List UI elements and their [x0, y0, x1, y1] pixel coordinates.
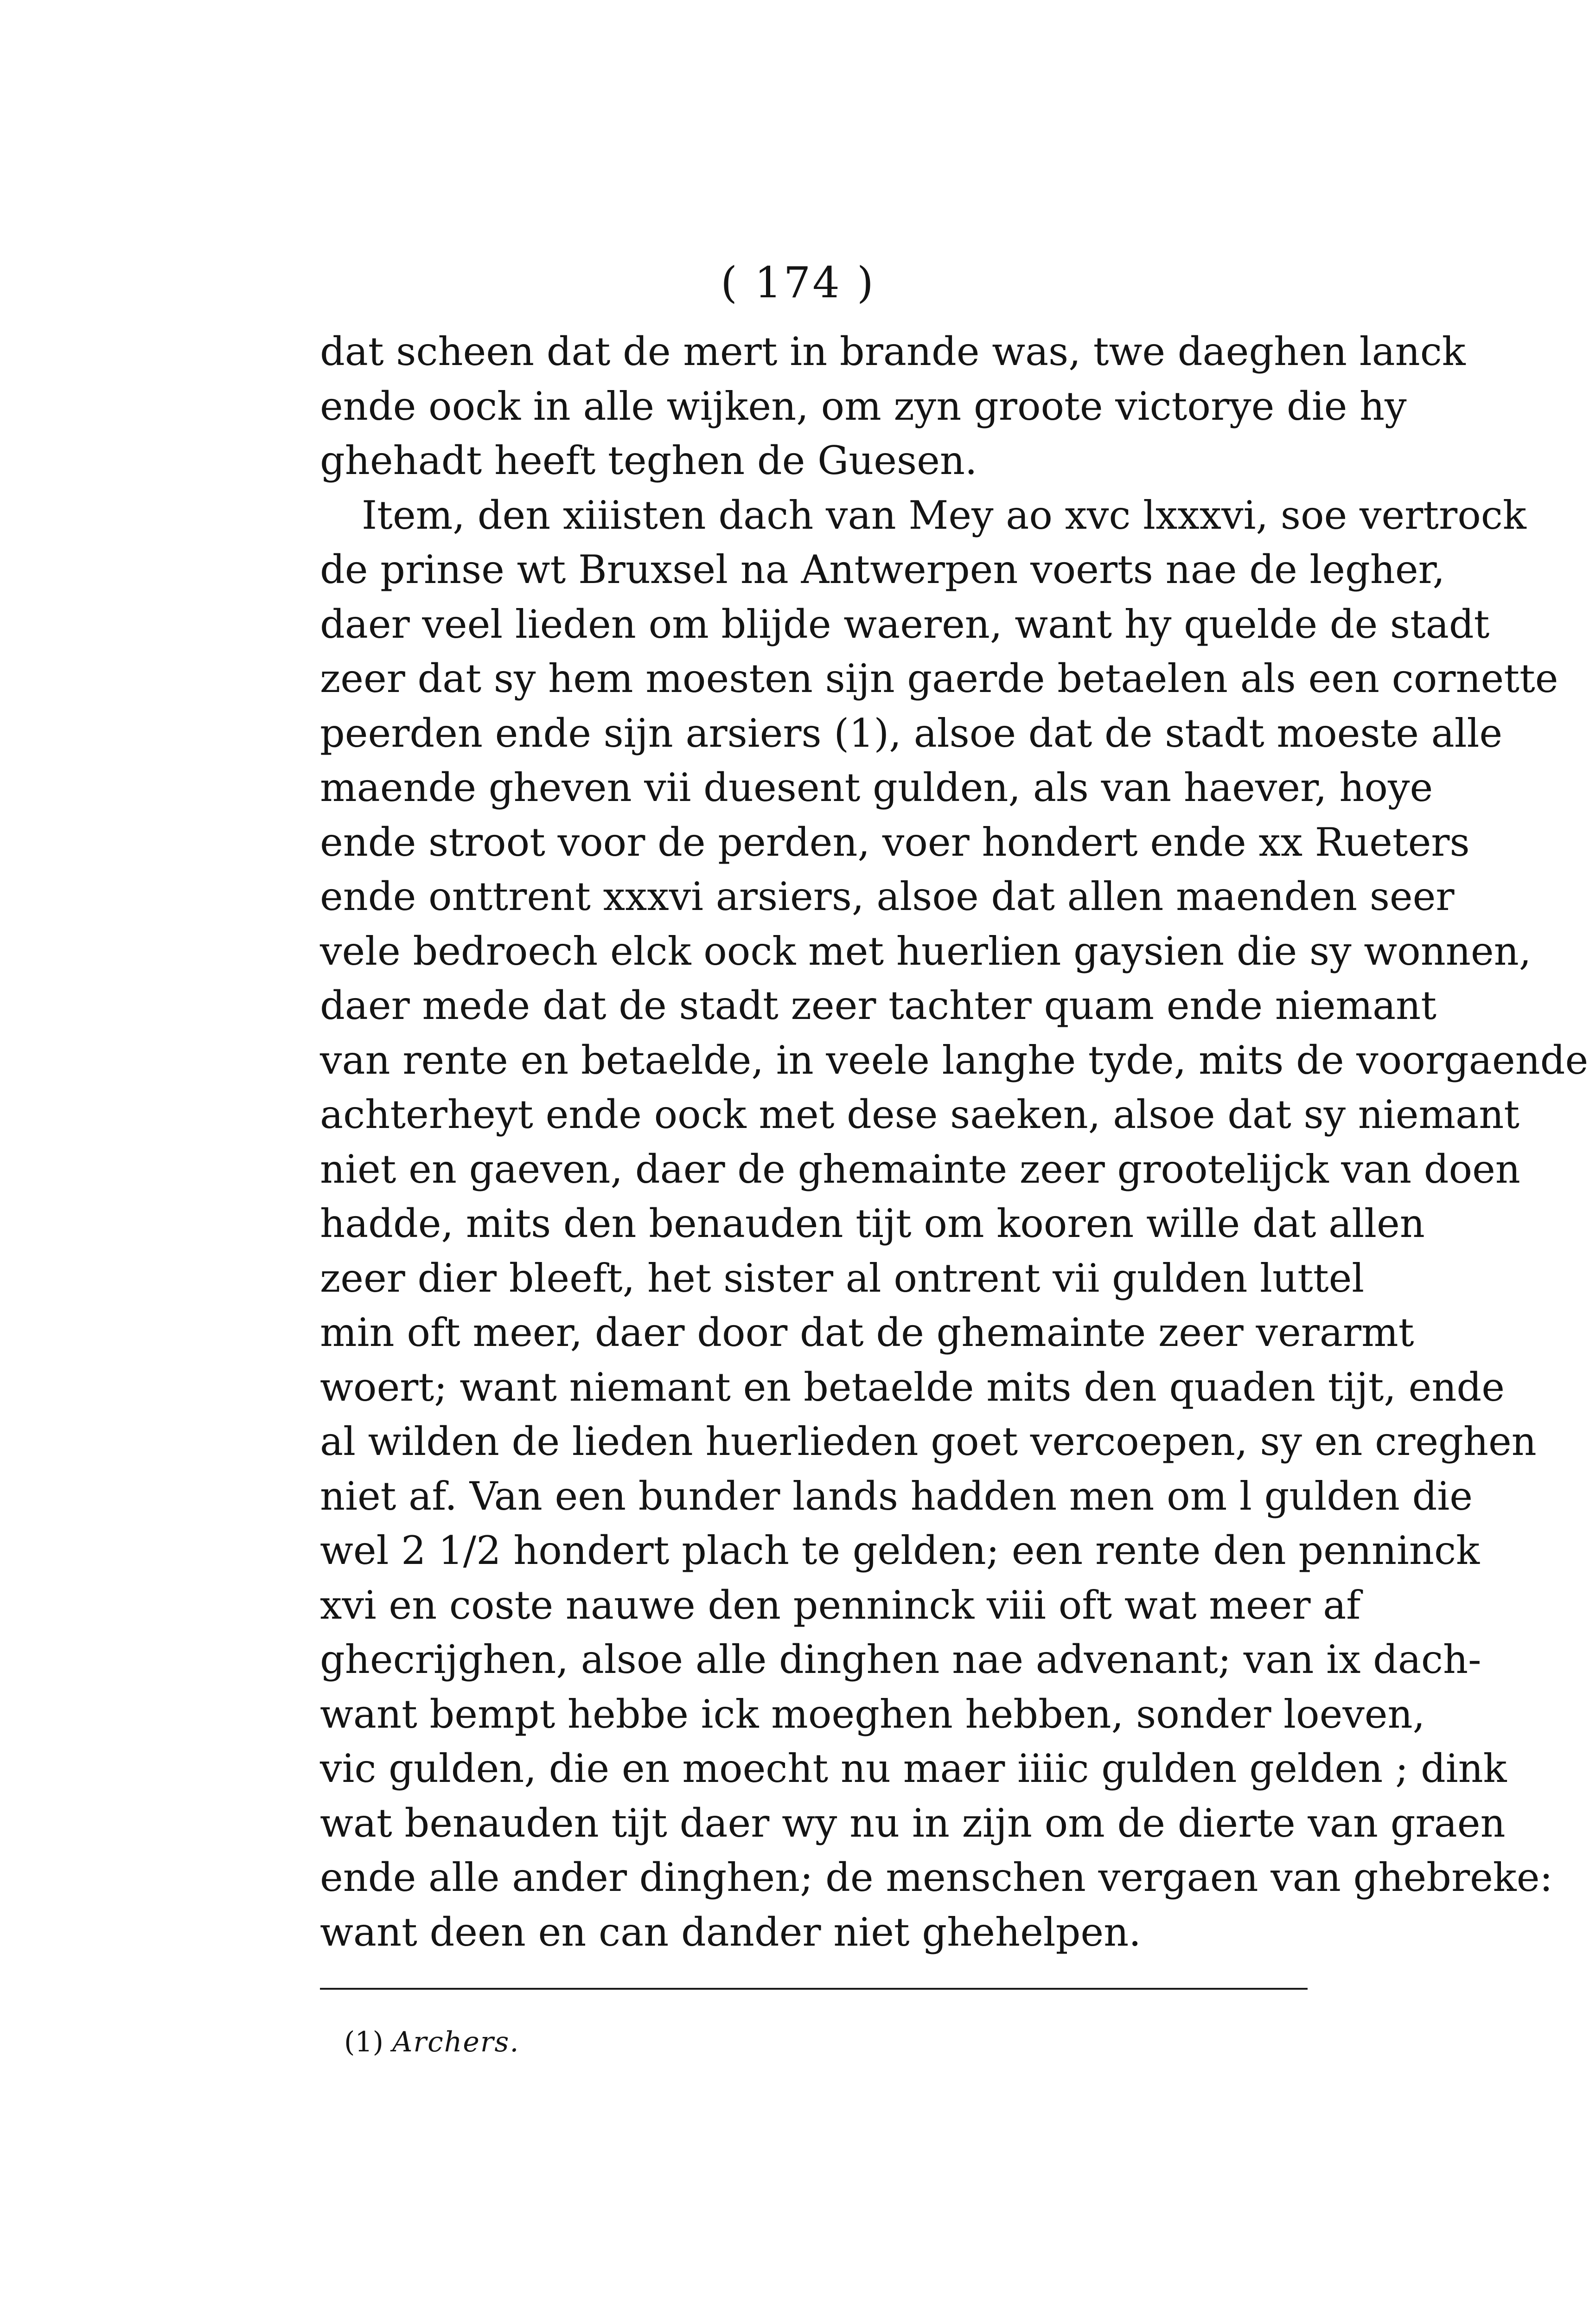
text-line: peerden ende sijn arsiers (1), alsoe dat de stadt moeste alle: [320, 710, 1503, 756]
text-line: ende oock in alle wijken, om zyn groote victorye die hy: [320, 383, 1407, 429]
text-line: zeer dier bleeft, het sister al ontrent vii gulden luttel: [320, 1255, 1365, 1301]
text-line: Item, den xiiisten dach van Mey ao xvc lxxxvi, soe vertrock: [362, 492, 1526, 538]
text-line: ende stroot voor de perden, voer hondert ende xx Rueters: [320, 819, 1470, 865]
text-line: want deen en can dander niet ghehelpen.: [320, 1909, 1141, 1955]
text-line: niet en gaeven, daer de ghemainte zeer grootelijck van doen: [320, 1146, 1520, 1192]
footnote-marker: (1): [344, 2026, 383, 2058]
text-line: van rente en betaelde, in veele langhe tyde, mits de voorgaende: [320, 1037, 1589, 1083]
text-line: want bempt hebbe ick moeghen hebben, sonder loeven,: [320, 1691, 1425, 1737]
text-line: zeer dat sy hem moesten sijn gaerde betaelen als een cornette: [320, 656, 1558, 701]
footnote: [344, 2026, 519, 2058]
text-line: woert; want niemant en betaelde mits den quaden tijt, ende: [320, 1364, 1505, 1410]
text-line: daer veel lieden om blijde waeren, want hy quelde de stadt: [320, 601, 1490, 647]
text-line: hadde, mits den benauden tijt om kooren wille dat allen: [320, 1201, 1425, 1246]
text-line: ende alle ander dinghen; de menschen vergaen van ghebreke:: [320, 1855, 1553, 1900]
text-line: ende onttrent xxxvi arsiers, alsoe dat allen maenden seer: [320, 874, 1455, 919]
text-line: min oft meer, daer door dat de ghemainte zeer verarmt: [320, 1310, 1414, 1355]
body-text: [320, 325, 1589, 1960]
text-line: xvi en coste nauwe den penninck viii oft wat meer af: [320, 1582, 1361, 1628]
text-line: wel 2 1/2 hondert plach te gelden; een rente den penninck: [320, 1528, 1480, 1573]
text-line: de prinse wt Bruxsel na Antwerpen voerts nae de legher,: [320, 547, 1445, 592]
text-line: maende gheven vii duesent gulden, als van haever, hoye: [320, 765, 1433, 810]
text-line: al wilden de lieden huerlieden goet vercoepen, sy en creghen: [320, 1419, 1537, 1464]
page-number: ( 174 ): [721, 258, 875, 307]
text-line: dat scheen dat de mert in brande was, twe daeghen lanck: [320, 329, 1466, 374]
text-line: wat benauden tijt daer wy nu in zijn om de dierte van graen: [320, 1800, 1506, 1846]
text-line: vele bedroech elck oock met huerlien gaysien die sy wonnen,: [320, 928, 1532, 974]
text-line: daer mede dat de stadt zeer tachter quam ende niemant: [320, 983, 1437, 1028]
text-line: achterheyt ende oock met dese saeken, alsoe dat sy niemant: [320, 1092, 1520, 1137]
footnote-divider: [320, 1988, 1308, 1990]
text-line: vic gulden, die en moecht nu maer iiiic gulden gelden ; dink: [320, 1746, 1507, 1791]
text-line: ghehadt heeft teghen de Guesen.: [320, 438, 977, 483]
text-line: niet af. Van een bunder lands hadden men om l gulden die: [320, 1473, 1473, 1519]
text-line: ghecrijghen, alsoe alle dinghen nae advenant; van ix dach-: [320, 1637, 1481, 1682]
footnote-text: Archers.: [392, 2026, 520, 2058]
